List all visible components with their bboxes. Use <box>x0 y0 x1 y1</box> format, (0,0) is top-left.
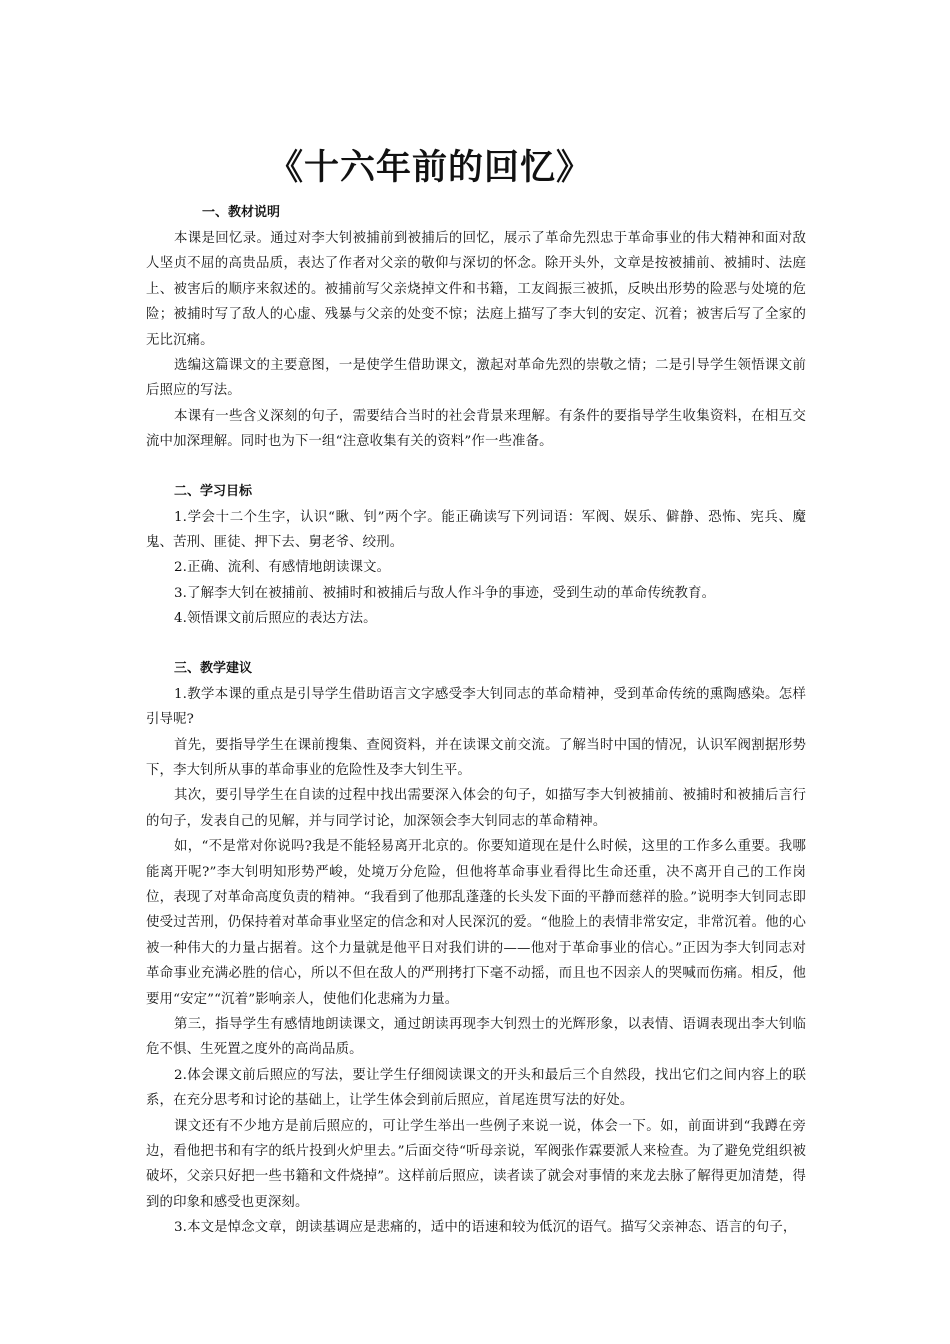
paragraph: 2.正确、流利、有感情地朗读课文。 <box>174 560 391 576</box>
paragraph: 课文还有不少地方是前后照应的，可让学生举出一些例子来说一说，体会一下。如，前面讲到“我蹲在旁边，看他把书和有字的纸片投到火炉里去。”后面交待“听母亲说，军阀张作霖要派人来检查。为了避免党组织被破坏，父亲只好把一些书籍和文件烧掉”。这样前后照应，读者读了就会对事情的来龙去脉了解得更加清楚，得到的印象和感受也更深刻。 <box>146 1118 806 1210</box>
document-title: 《十六年前的回忆》 <box>267 148 592 188</box>
section-spacer <box>146 455 806 479</box>
paragraph: 其次，要引导学生在自读的过程中找出需要深入体会的句子，如描写李大钊被捕前、被捕时和被捕后言行的句子，发表自己的见解，并与同学讨论，加深领会李大钊同志的革命精神。 <box>146 788 806 829</box>
document-body <box>146 200 806 1241</box>
section-spacer <box>146 632 806 656</box>
paragraph: 3.本文是悼念文章，朗读基调应是悲痛的，适中的语速和较为低沉的语气。描写父亲神态、语言的句子， <box>174 1220 797 1236</box>
paragraph: 1.教学本课的重点是引导学生借助语言文字感受李大钊同志的革命精神，受到革命传统的熏陶感染。怎样引导呢? <box>146 686 806 728</box>
paragraph: 首先，要指导学生在课前搜集、查阅资料，并在读课文前交流。了解当时中国的情况，认识军阀割据形势下，李大钊所从事的革命事业的危险性及李大钊生平。 <box>146 737 806 778</box>
paragraph: 第三，指导学生有感情地朗读课文，通过朗读再现李大钊烈士的光辉形象，以表情、语调表现出李大钊临危不惧、生死置之度外的高尚品质。 <box>146 1016 806 1058</box>
section-heading: 一、教材说明 <box>202 205 281 220</box>
section-heading: 二、学习目标 <box>174 483 253 499</box>
paragraph: 选编这篇课文的主要意图，一是使学生借助课文，激起对革命先烈的崇敬之情；二是引导学生领悟课文前后照应的写法。 <box>146 358 806 399</box>
paragraph: 1.学会十二个生字，认识“瞅、钊”两个字。能正确读写下列词语：军阀、娱乐、僻静、恐怖、宪兵、魔鬼、苦刑、匪徒、押下去、舅老爷、绞刑。 <box>146 509 806 551</box>
paragraph: 如，“不是常对你说吗?我是不能轻易离开北京的。你要知道现在是什么时候，这里的工作多么重要。我哪能离开呢?”李大钊明知形势严峻，处境万分危险，但他将革命事业看得比生命还重，决不离开自己的工作岗位，表现了对革命高度负责的精神。“我看到了他那乱蓬蓬的长头发下面的平静而慈祥的脸。”说明李大钊同志即使受过苦刑，仍保持着对革命事业坚定的信念和对人民深沉的爱。“他脸上的表情非常安定，非常沉着。他的心被一种伟大的力量占据着。这个力量就是他平日对我们讲的——他对于革命事业的信心。”正因为李大钊同志对革命事业充满必胜的信心，所以不但在敌人的严刑拷打下毫不动摇，而且也不因亲人的哭喊而伤痛。相反，他要用“安定”“沉着”影响亲人，使他们化悲痛为力量。 <box>146 839 806 1007</box>
section-teaching-suggestions <box>146 656 806 1241</box>
section-textbook-notes <box>146 200 806 455</box>
paragraph: 本课是回忆录。通过对李大钊被捕前到被捕后的回忆，展示了革命先烈忠于革命事业的伟大精神和面对敌人坚贞不屈的高贵品质，表达了作者对父亲的敬仰与深切的怀念。除开头外，文章是按被捕前、被捕时、法庭上、被害后的顺序来叙述的。被捕前写父亲烧掉文件和书籍，工友阎振三被抓，反映出形势的险恶与处境的危险；被捕时写了敌人的心虚、残暴与父亲的处变不惊；法庭上描写了李大钊的安定、沉着；被害后写了全家的无比沉痛。 <box>146 231 806 348</box>
paragraph: 3.了解李大钊在被捕前、被捕时和被捕后与敌人作斗争的事迹，受到生动的革命传统教育。 <box>174 585 716 601</box>
paragraph: 2.体会课文前后照应的写法，要让学生仔细阅读课文的开头和最后三个自然段，找出它们之间内容上的联系，在充分思考和讨论的基础上，让学生体会到前后照应，首尾连贯写法的好处。 <box>146 1067 806 1109</box>
section-heading: 三、教学建议 <box>174 660 253 676</box>
paragraph: 4.领悟课文前后照应的表达方法。 <box>174 611 377 627</box>
section-learning-goals <box>146 479 806 632</box>
paragraph: 本课有一些含义深刻的句子，需要结合当时的社会背景来理解。有条件的要指导学生收集资料，在相互交流中加深理解。同时也为下一组“注意收集有关的资料”作一些准备。 <box>146 408 806 450</box>
